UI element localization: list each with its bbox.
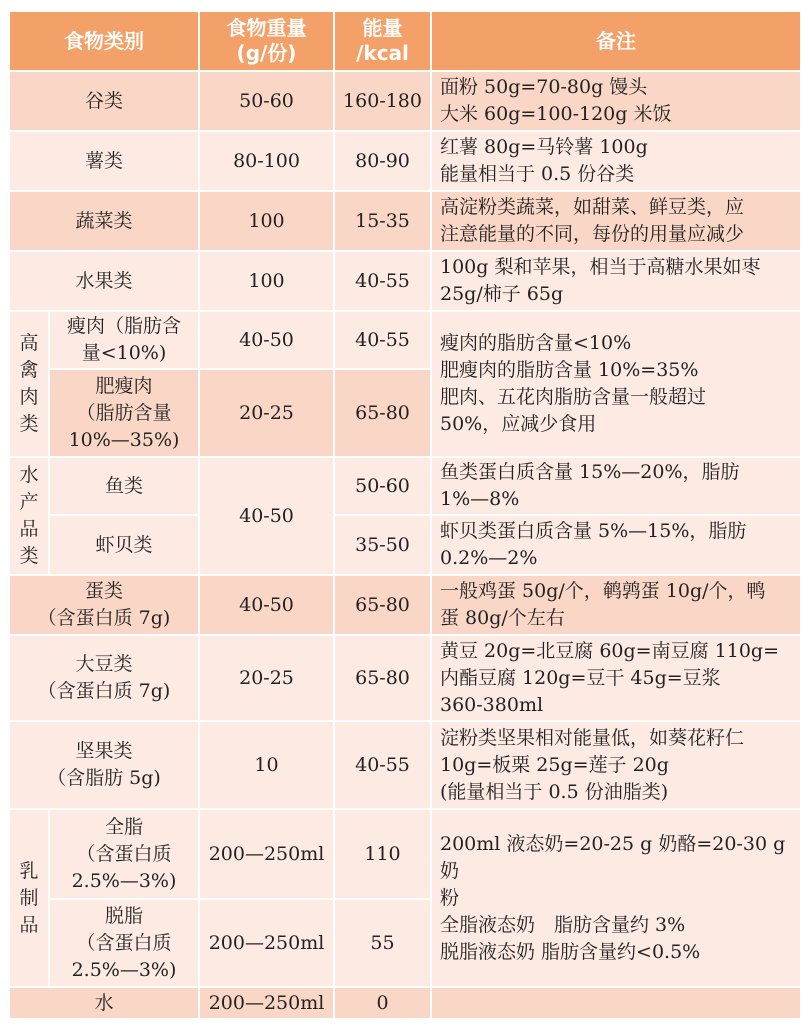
category-cell: 大豆类 （含蛋白质 7g) xyxy=(9,635,199,721)
energy-cell: 65-80 xyxy=(334,635,431,721)
energy-cell: 15-35 xyxy=(334,191,431,251)
note-cell: 200ml 液态奶=20-25 g 奶酪=20-30 g 奶 粉 全脂液态奶 脂肪含量约 3% 脱脂液态奶 脂肪含量约<0.5% xyxy=(431,809,801,987)
energy-cell: 160-180 xyxy=(334,71,431,131)
weight-cell: 100 xyxy=(199,251,334,311)
category-cell: 薯类 xyxy=(9,131,199,191)
weight-cell: 20-25 xyxy=(199,369,334,457)
row-vegetables xyxy=(9,191,801,251)
row-fruits xyxy=(9,251,801,311)
row-aquatic-fish xyxy=(9,457,801,515)
aquatic-group-label: 水 产 品 类 xyxy=(9,457,49,575)
note-cell: 淀粉类坚果相对能量低，如葵花籽仁 10g=板栗 25g=莲子 20g (能量相当于 0.5 份油脂类) xyxy=(431,721,801,809)
row-eggs xyxy=(9,575,801,635)
row-water xyxy=(9,987,801,1019)
header-category: 食物类别 xyxy=(9,11,199,71)
energy-cell: 0 xyxy=(334,987,431,1019)
weight-cell: 40-50 xyxy=(199,311,334,369)
weight-cell: 80-100 xyxy=(199,131,334,191)
weight-cell: 50-60 xyxy=(199,71,334,131)
category-cell: 水果类 xyxy=(9,251,199,311)
weight-cell: 40-50 xyxy=(199,575,334,635)
header-row xyxy=(9,11,801,71)
row-aquatic-shellfish xyxy=(9,515,801,575)
header-energy: 能量 /kcal xyxy=(334,11,431,71)
energy-cell: 80-90 xyxy=(334,131,431,191)
weight-cell: 20-25 xyxy=(199,635,334,721)
energy-cell: 40-55 xyxy=(334,311,431,369)
category-cell: 蔬菜类 xyxy=(9,191,199,251)
weight-cell: 200—250ml xyxy=(199,899,334,987)
row-soy xyxy=(9,635,801,721)
note-cell xyxy=(431,987,801,1019)
category-cell: 水 xyxy=(9,987,199,1019)
category-cell: 虾贝类 xyxy=(49,515,199,575)
row-nuts xyxy=(9,721,801,809)
energy-cell: 65-80 xyxy=(334,369,431,457)
row-meat-lean xyxy=(9,311,801,369)
energy-cell: 40-55 xyxy=(334,251,431,311)
header-note: 备注 xyxy=(431,11,801,71)
header-weight: 食物重量 (g/份) xyxy=(199,11,334,71)
category-cell: 鱼类 xyxy=(49,457,199,515)
note-cell: 一般鸡蛋 50g/个，鹌鹑蛋 10g/个，鸭 蛋 80g/个左右 xyxy=(431,575,801,635)
row-tubers xyxy=(9,131,801,191)
category-cell: 瘦肉（脂肪含 量<10%) xyxy=(49,311,199,369)
category-cell: 坚果类 （含脂肪 5g) xyxy=(9,721,199,809)
dairy-group-label: 乳 制 品 xyxy=(9,809,49,987)
note-cell: 黄豆 20g=北豆腐 60g=南豆腐 110g= 内酯豆腐 120g=豆干 45g=豆浆 360-380ml xyxy=(431,635,801,721)
weight-cell: 200—250ml xyxy=(199,809,334,899)
row-grains xyxy=(9,71,801,131)
category-cell: 谷类 xyxy=(9,71,199,131)
weight-cell: 40-50 xyxy=(199,457,334,575)
note-cell: 高淀粉类蔬菜，如甜菜、鲜豆类，应 注意能量的不同，每份的用量应减少 xyxy=(431,191,801,251)
weight-cell: 10 xyxy=(199,721,334,809)
note-cell: 鱼类蛋白质含量 15%—20%，脂肪 1%—8% xyxy=(431,457,801,515)
note-cell: 100g 梨和苹果，相当于高糖水果如枣 25g/柿子 65g xyxy=(431,251,801,311)
category-cell: 脱脂 （含蛋白质 2.5%—3%) xyxy=(49,899,199,987)
weight-cell: 100 xyxy=(199,191,334,251)
weight-cell: 200—250ml xyxy=(199,987,334,1019)
energy-cell: 40-55 xyxy=(334,721,431,809)
meat-group-label: 高 禽 肉 类 xyxy=(9,311,49,457)
note-cell: 瘦肉的脂肪含量<10% 肥瘦肉的脂肪含量 10%=35% 肥肉、五花肉脂肪含量一般超过 50%，应减少食用 xyxy=(431,311,801,457)
note-cell: 面粉 50g=70-80g 馒头 大米 60g=100-120g 米饭 xyxy=(431,71,801,131)
food-exchange-table xyxy=(8,10,802,1020)
category-cell: 全脂 （含蛋白质 2.5%—3%) xyxy=(49,809,199,899)
note-cell: 红薯 80g=马铃薯 100g 能量相当于 0.5 份谷类 xyxy=(431,131,801,191)
energy-cell: 55 xyxy=(334,899,431,987)
category-cell: 蛋类 （含蛋白质 7g) xyxy=(9,575,199,635)
note-cell: 虾贝类蛋白质含量 5%—15%，脂肪 0.2%—2% xyxy=(431,515,801,575)
energy-cell: 65-80 xyxy=(334,575,431,635)
energy-cell: 35-50 xyxy=(334,515,431,575)
category-cell: 肥瘦肉 （脂肪含量 10%—35%) xyxy=(49,369,199,457)
row-dairy-whole xyxy=(9,809,801,899)
energy-cell: 110 xyxy=(334,809,431,899)
energy-cell: 50-60 xyxy=(334,457,431,515)
